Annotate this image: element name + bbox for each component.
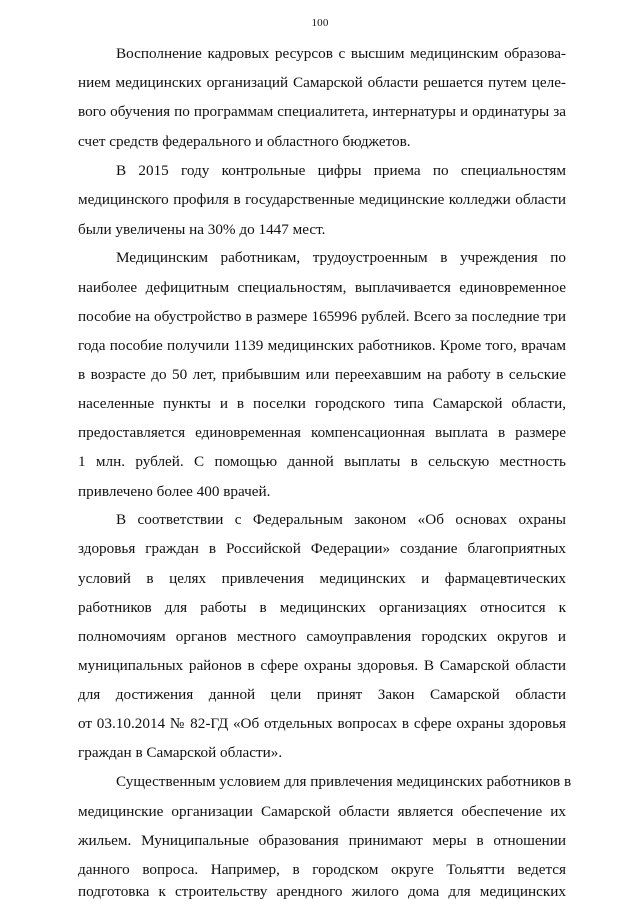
text-line: медицинские организации Самарской области является обеспечение их (78, 803, 566, 820)
text-line: подготовка к строительству арендного жилого дома для медицинских (78, 883, 566, 900)
text-line: муниципальных районов в сфере охраны здоровья. В Самарской области (78, 657, 566, 674)
text-line: пособие на обустройство в размере 165996 рублей. Всего за последние три (78, 308, 566, 325)
text-line: нием медицинских организаций Самарской области решается путем целе- (78, 74, 566, 91)
text-line: медицинского профиля в государственные медицинские колледжи области (78, 191, 566, 208)
text-line: счет средств федерального и областного бюджетов. (78, 133, 411, 150)
text-line: населенные пункты и в поселки городского типа Самарской области, (78, 395, 566, 412)
text-line: здоровья граждан в Российской Федерации» создание благоприятных (78, 540, 566, 557)
text-line: года пособие получили 1139 медицинских работников. Кроме того, врачам (78, 337, 566, 354)
text-line: Восполнение кадровых ресурсов с высшим медицинским образова- (116, 45, 566, 62)
text-line: для достижения данной цели принят Закон Самарской области (78, 686, 566, 703)
text-line: данного вопроса. Например, в городском округе Тольятти ведется (78, 861, 566, 878)
text-line: В 2015 году контрольные цифры приема по специальностям (116, 162, 566, 179)
text-line: работников для работы в медицинских организациях относится к (78, 599, 566, 616)
text-line: полномочиям органов местного самоуправления городских округов и (78, 628, 566, 645)
text-line: вого обучения по программам специалитета, интернатуры и ординатуры за (78, 103, 566, 120)
text-line: жильем. Муниципальные образования принимают меры в отношении (78, 832, 566, 849)
text-line: наиболее дефицитным специальностям, выплачивается единовременное (78, 279, 566, 296)
text-line: условий в целях привлечения медицинских и фармацевтических (78, 570, 566, 587)
text-line: Медицинским работникам, трудоустроенным в учреждения по (116, 249, 566, 266)
text-line: в возрасте до 50 лет, прибывшим или переехавшим на работу в сельские (78, 366, 566, 383)
text-line: от 03.10.2014 № 82-ГД «Об отдельных вопросах в сфере охраны здоровья (78, 715, 566, 732)
text-line: 1 млн. рублей. С помощью данной выплаты в сельскую местность (78, 453, 566, 470)
text-line: В соответствии с Федеральным законом «Об основах охраны (116, 511, 566, 528)
text-line: граждан в Самарской области». (78, 744, 283, 761)
page-number: 100 (311, 17, 329, 29)
text-line: были увеличены на 30% до 1447 мест. (78, 221, 326, 238)
text-line: предоставляется единовременная компенсационная выплата в размере (78, 424, 566, 441)
text-line: Существенным условием для привлечения медицинских работников в (116, 773, 572, 790)
text-line: привлечено более 400 врачей. (78, 483, 271, 500)
